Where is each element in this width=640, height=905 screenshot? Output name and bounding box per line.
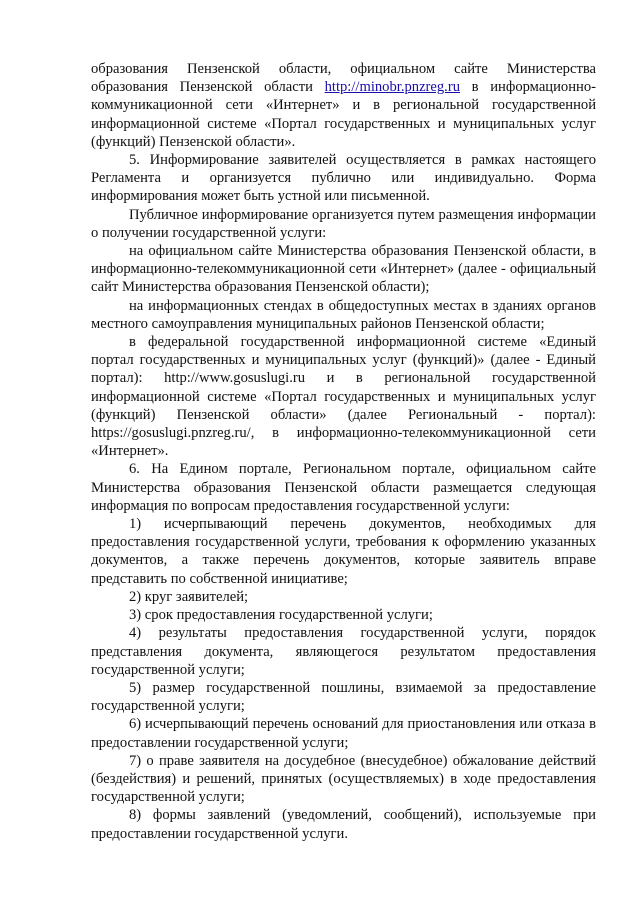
paragraph (91, 242, 596, 297)
paragraph (91, 752, 596, 807)
paragraph-text: 7) о праве заявителя на досудебное (внесудебное) обжалование действий (бездействия) и решений, принятых (осуществляемых) в ходе предоставления государственной услуги; (91, 752, 596, 806)
paragraph (91, 588, 596, 606)
paragraph-text: 4) результаты предоставления государственной услуги, порядок представления документа, являющегося результатом предоставления государственной услуги; (91, 625, 596, 678)
document-page (91, 60, 596, 843)
paragraph (91, 806, 596, 842)
paragraph-text: 1) исчерпывающий перечень документов, необходимых для предоставления государственной услуги, требования к оформлению указанных документов, а также перечень документов, которые заявитель вправе представить по собственной инициативе; (91, 516, 596, 587)
paragraph (91, 60, 596, 151)
paragraph (91, 715, 596, 751)
paragraph-text: образования Пензенской области, официальном сайте Министерства образования Пензенской области (91, 61, 596, 96)
paragraph-text: Публичное информирование организуется путем размещения информации о получении государственной услуги: (91, 206, 596, 241)
paragraph-text: в федеральной государственной информационной системе «Единый портал государственных и муниципальных услуг (функций)» (далее - Единый портал): http://www.gosuslugi.ru и в региональной государственной информационной системе «Портал государственных и муниципальных услуг (функций) Пензенской области» (далее Региональный - портал): https://gosuslugi.pnzreg.ru/, в информационно-телекоммуникационной сети «Интернет». (91, 334, 596, 460)
paragraph (91, 333, 596, 460)
paragraph (91, 606, 596, 624)
paragraph-text: на официальном сайте Министерства образования Пензенской области, в информационно-телекоммуникационной сети «Интернет» (далее - официальный сайт Министерства образования Пензенской области); (91, 243, 596, 296)
paragraph (91, 151, 596, 206)
paragraph-text: 5) размер государственной пошлины, взимаемой за предоставление государственной услуги; (91, 679, 596, 715)
paragraph (91, 297, 596, 333)
paragraph-text: 3) срок предоставления государственной услуги; (129, 607, 433, 624)
paragraph-text: в информационно-коммуникационной сети «Интернет» и в региональной государственной информационной системе «Портал государственных и муниципальных услуг (функций) Пензенской области». (91, 79, 596, 150)
paragraph-text: 5. Информирование заявителей осуществляется в рамках настоящего Регламента и организуется публично или индивидуально. Форма информирования может быть устной или письменной. (91, 152, 596, 205)
paragraph (91, 460, 596, 515)
paragraph-text: 6. На Едином портале, Региональном портале, официальном сайте Министерства образования Пензенской области размещается следующая информация по вопросам предоставления государственной услуги: (91, 461, 596, 514)
paragraph (91, 515, 596, 588)
paragraph-text: 2) круг заявителей; (129, 588, 249, 605)
paragraph (91, 679, 596, 715)
paragraph-text: 6) исчерпывающий перечень оснований для приостановления или отказа в предоставлении государственной услуги; (91, 716, 596, 751)
ministry-website-link[interactable]: http://minobr.pnzreg.ru (324, 79, 460, 96)
paragraph (91, 624, 596, 679)
paragraph-text: 8) формы заявлений (уведомлений, сообщений), используемые при предоставлении государственной услуги. (91, 807, 596, 842)
paragraph (91, 206, 596, 242)
paragraph-text: на информационных стендах в общедоступных местах в зданиях органов местного самоуправления муниципальных районов Пензенской области; (91, 297, 596, 332)
